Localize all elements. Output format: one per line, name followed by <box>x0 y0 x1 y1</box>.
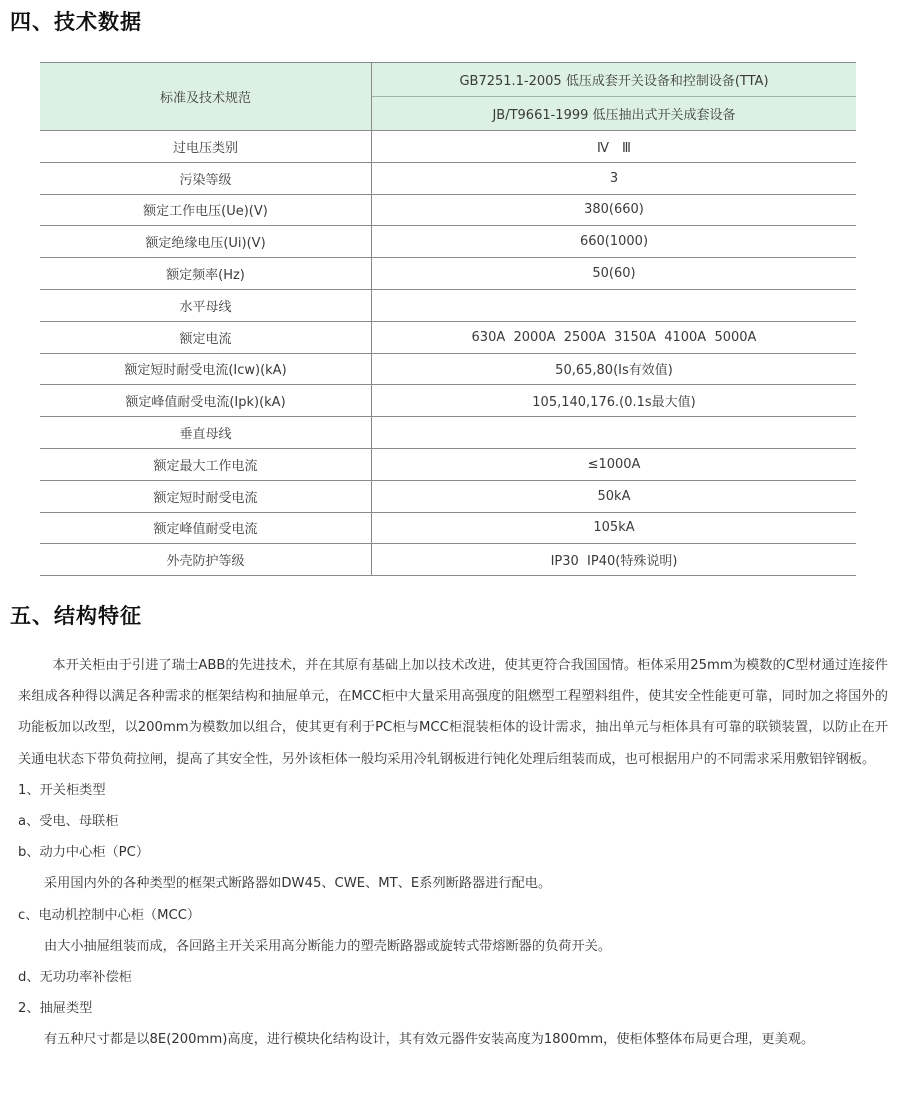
row-label: 额定频率(Hz) <box>40 258 372 290</box>
row-label: 额定峰值耐受电流(Ipk)(kA) <box>40 385 372 417</box>
row-value: 105,140,176.(0.1s最大值) <box>372 385 857 417</box>
table-row <box>40 131 856 163</box>
table-row-standard <box>40 63 856 97</box>
table-row <box>40 480 856 512</box>
table-row <box>40 162 856 194</box>
structure-body <box>18 650 888 1056</box>
row-value: IP30 IP40(特殊说明) <box>372 544 857 576</box>
table-row <box>40 448 856 480</box>
list-item: 1、开关柜类型 <box>18 782 106 798</box>
row-value: Ⅳ Ⅲ <box>372 131 857 163</box>
row-value: 660(1000) <box>372 226 857 258</box>
row-label: 额定绝缘电压(Ui)(V) <box>40 226 372 258</box>
row-value: 50,65,80(Is有效值) <box>372 353 857 385</box>
table-row <box>40 417 856 449</box>
list-item: c、电动机控制中心柜（MCC） <box>18 907 201 923</box>
table-row <box>40 258 856 290</box>
row-value <box>372 289 857 321</box>
list-item: d、无功功率补偿柜 <box>18 970 132 986</box>
list-item-detail: 由大小抽屉组装而成，各回路主开关采用高分断能力的塑壳断路器或旋转式带熔断器的负荷开关。 <box>44 938 612 954</box>
table-row <box>40 289 856 321</box>
table-row <box>40 194 856 226</box>
standard-value-cell: JB/T9661-1999 低压抽出式开关成套设备 <box>372 97 857 131</box>
row-label: 过电压类别 <box>40 131 372 163</box>
row-label: 外壳防护等级 <box>40 544 372 576</box>
row-value: 105kA <box>372 512 857 544</box>
row-label: 水平母线 <box>40 289 372 321</box>
row-value: 3 <box>372 162 857 194</box>
table-row <box>40 544 856 576</box>
section-title-structure: 五、结构特征 <box>10 604 142 628</box>
section-title-technical-data: 四、技术数据 <box>10 10 142 34</box>
row-label: 额定工作电压(Ue)(V) <box>40 194 372 226</box>
table-row <box>40 353 856 385</box>
row-value <box>372 417 857 449</box>
technical-data-table <box>40 62 856 576</box>
row-label: 垂直母线 <box>40 417 372 449</box>
list-item-detail: 有五种尺寸都是以8E(200mm)高度，进行模块化结构设计，其有效元器件安装高度为1800mm，使柜体整体布局更合理，更美观。 <box>44 1032 815 1048</box>
table-row <box>40 385 856 417</box>
table-row <box>40 512 856 544</box>
row-value: 50(60) <box>372 258 857 290</box>
table-row <box>40 226 856 258</box>
row-value: 630A 2000A 2500A 3150A 4100A 5000A <box>372 321 857 353</box>
row-value: ≤1000A <box>372 448 857 480</box>
list-item: 2、抽屉类型 <box>18 1001 93 1017</box>
list-item: b、动力中心柜（PC） <box>18 845 150 861</box>
standard-label-cell: 标准及技术规范 <box>40 63 372 131</box>
intro-paragraph: 本开关柜由于引进了瑞士ABB的先进技术，并在其原有基础上加以技术改进，使其更符合我国国情。柜体采用25mm为模数的C型材通过连接件来组成各种得以满足各种需求的框架结构和抽屉单元，在MCC柜中大量采用高强度的阻燃型工程塑料组件，使其安全性能更可靠，同时加之将国外的功能板加以改型，以200mm为模数加以组合，使其更有利于PC柜与MCC柜混装柜体的设计需求，抽出单元与柜体具有可靠的联锁装置，以防止在开关通电状态下带负荷拉闸，提高了其安全性，另外该柜体一般均采用冷轧钢板进行钝化处理后组装而成，也可根据用户的不同需求采用敷铝锌钢板。 <box>18 658 888 767</box>
table-row <box>40 321 856 353</box>
row-label: 额定峰值耐受电流 <box>40 512 372 544</box>
row-label: 额定短时耐受电流(Icw)(kA) <box>40 353 372 385</box>
list-item-detail: 采用国内外的各种类型的框架式断路器如DW45、CWE、MT、E系列断路器进行配电。 <box>44 876 552 892</box>
row-label: 污染等级 <box>40 162 372 194</box>
row-value: 380(660) <box>372 194 857 226</box>
row-label: 额定短时耐受电流 <box>40 480 372 512</box>
list-item: a、受电、母联柜 <box>18 814 119 830</box>
row-value: 50kA <box>372 480 857 512</box>
row-label: 额定电流 <box>40 321 372 353</box>
row-label: 额定最大工作电流 <box>40 448 372 480</box>
standard-value-cell: GB7251.1-2005 低压成套开关设备和控制设备(TTA) <box>372 63 857 97</box>
